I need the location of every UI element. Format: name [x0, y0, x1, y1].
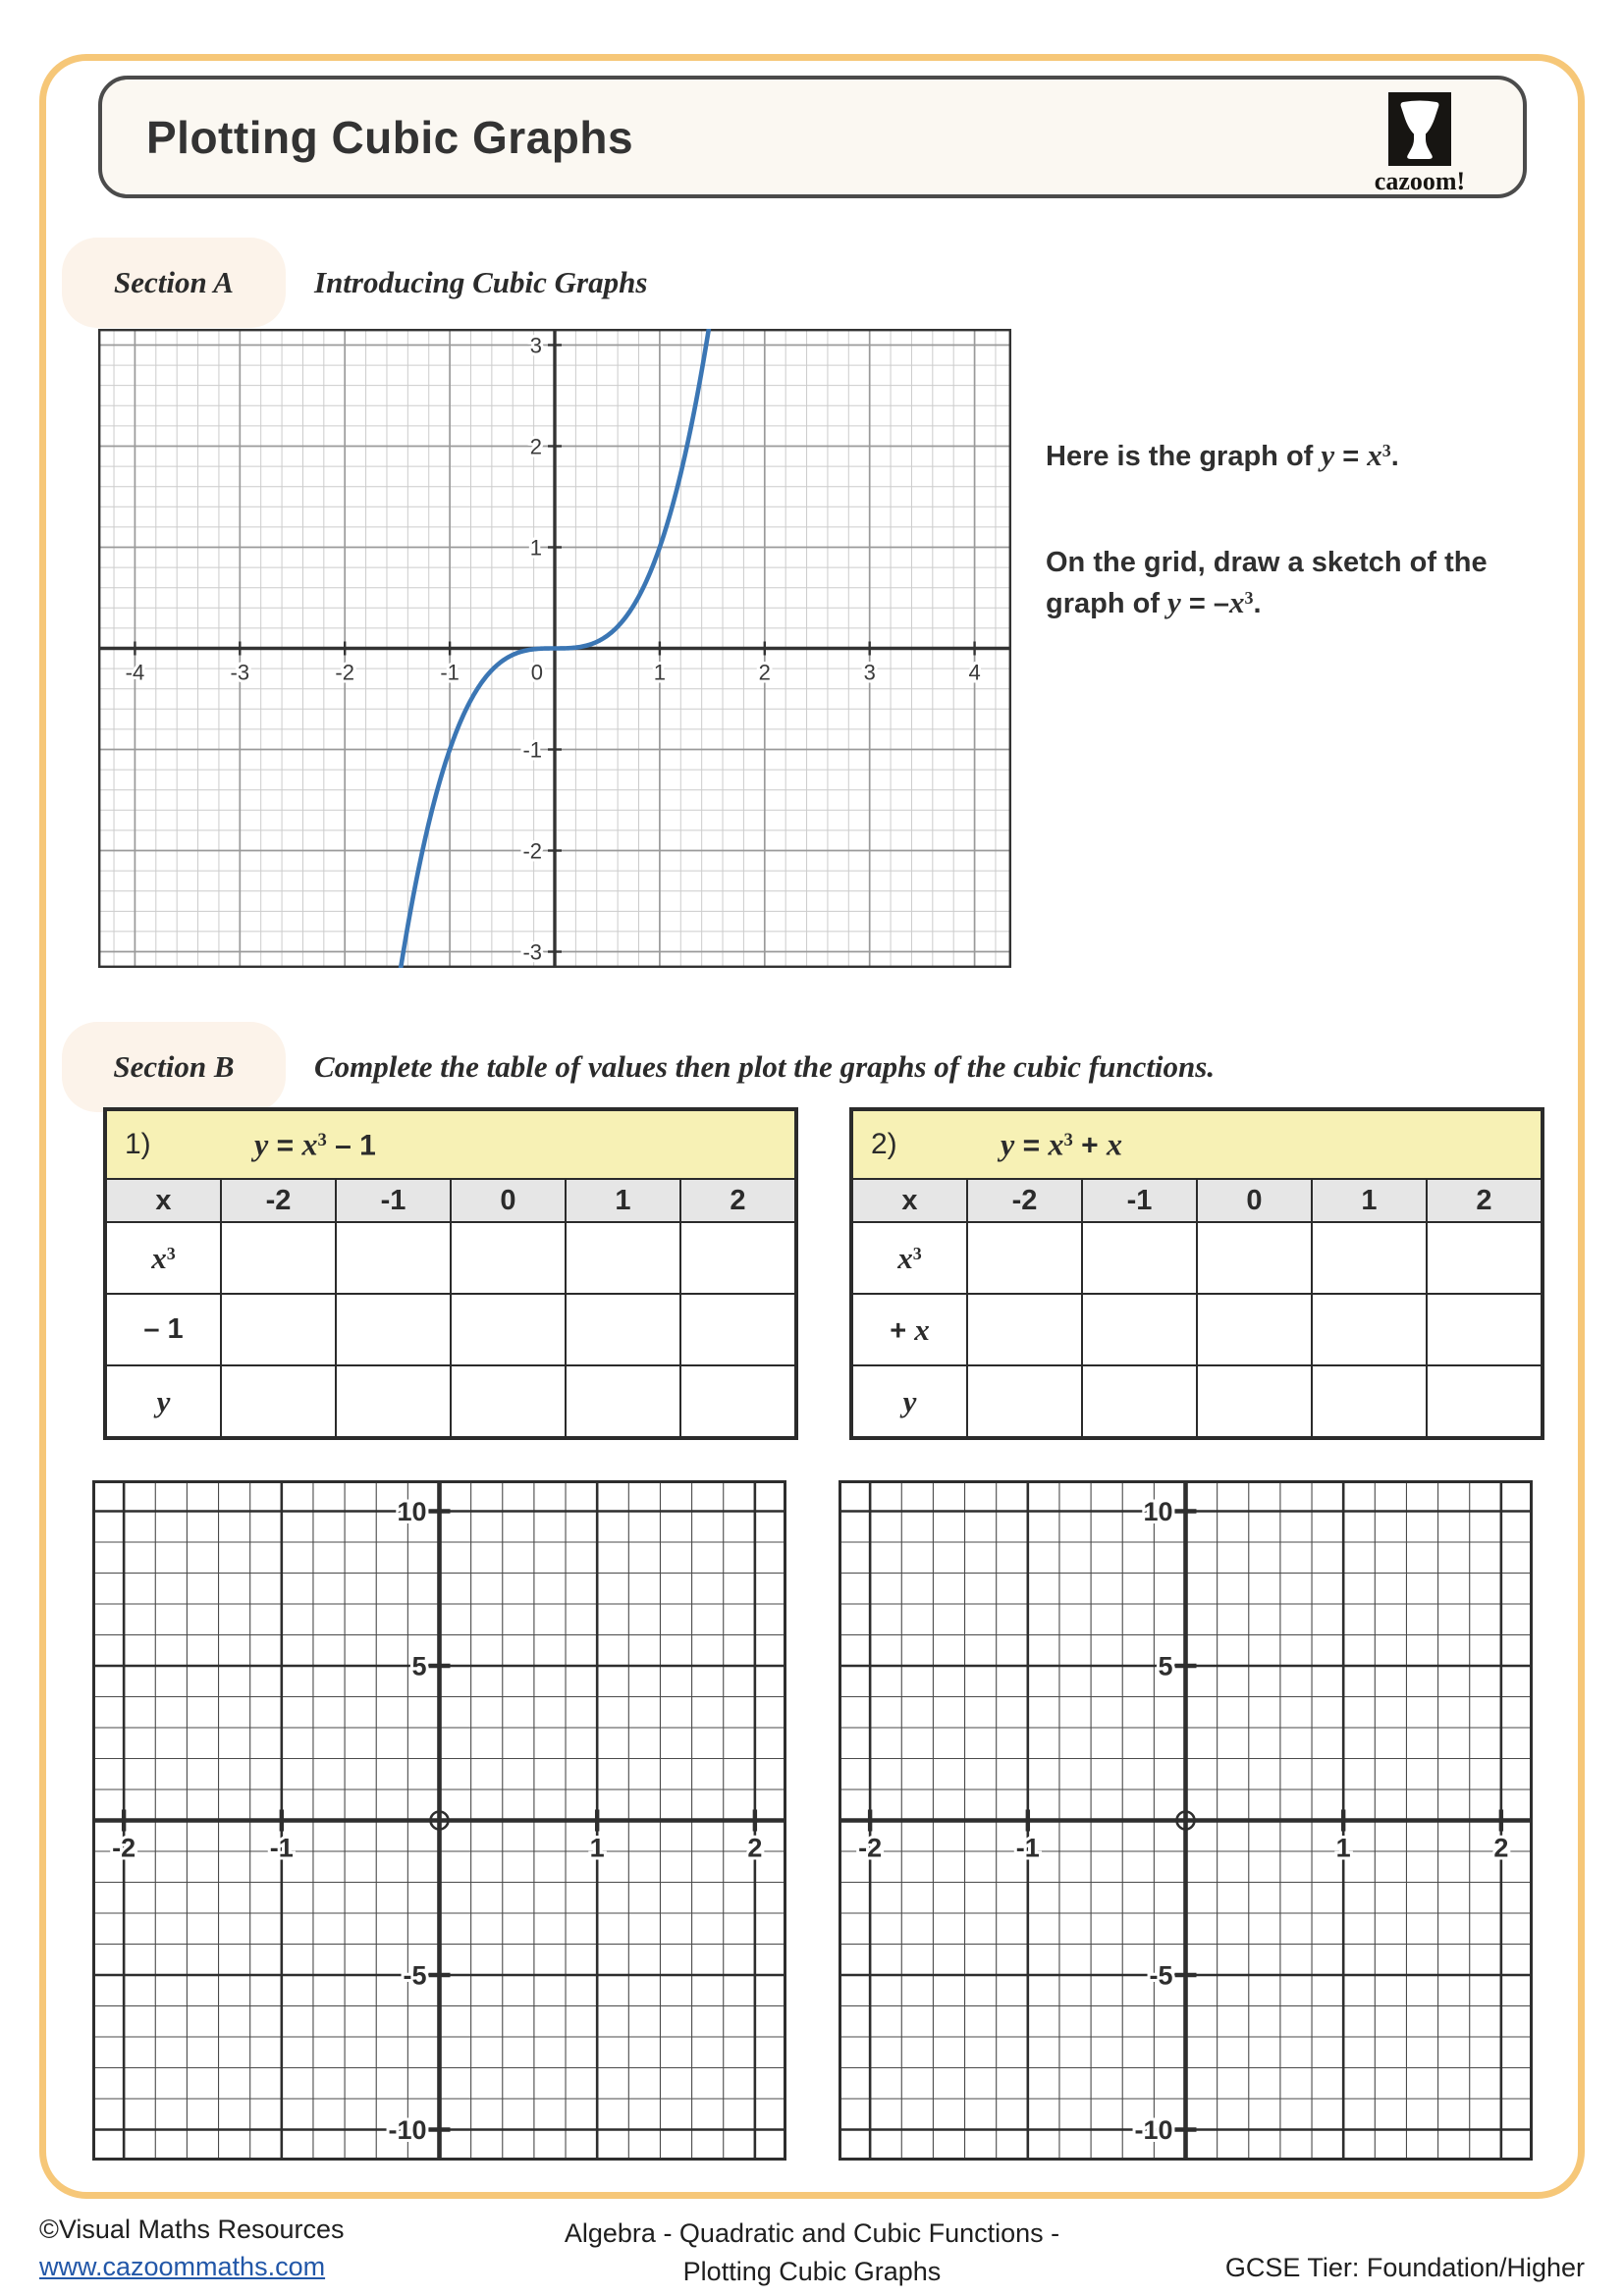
plot-grid-2 — [839, 1480, 1533, 2161]
x-row-header: x — [105, 1179, 221, 1222]
answer-cell — [336, 1222, 451, 1294]
x-row-header: x — [851, 1179, 967, 1222]
row-label — [851, 1222, 967, 1294]
x-value-header: 1 — [1312, 1179, 1427, 1222]
axis-label: 1 — [1335, 1833, 1351, 1863]
math-token: – 1 — [326, 1129, 376, 1162]
math-token: y — [1167, 585, 1181, 620]
math-token: x — [151, 1240, 167, 1275]
axis-label: -4 — [125, 660, 145, 685]
answer-cell — [1427, 1294, 1543, 1365]
axis-label: 10 — [397, 1497, 427, 1527]
x-value-header: 0 — [1197, 1179, 1312, 1222]
drum-icon — [1388, 92, 1451, 166]
answer-cell — [680, 1294, 796, 1365]
answer-cell — [1082, 1294, 1197, 1365]
math-token: y — [902, 1383, 917, 1418]
math-token: y — [1001, 1126, 1015, 1162]
x-value-header: -1 — [1082, 1179, 1197, 1222]
axis-label: -2 — [112, 1833, 136, 1863]
table-equation — [254, 1127, 376, 1163]
answer-cell — [680, 1365, 796, 1438]
math-token: Here is the graph of — [1046, 441, 1322, 472]
row-label — [105, 1365, 221, 1438]
answer-cell — [1427, 1222, 1543, 1294]
values-table-1 — [103, 1107, 798, 1440]
answer-cell — [1197, 1294, 1312, 1365]
axis-label: 2 — [747, 1833, 763, 1863]
math-token: 3 — [317, 1130, 327, 1151]
answer-cell — [451, 1365, 566, 1438]
axis-label: -2 — [522, 838, 542, 864]
axis-label: -3 — [522, 939, 542, 965]
math-token: . — [1253, 588, 1262, 620]
math-token: – 1 — [143, 1313, 184, 1345]
section-b-instruction: Complete the table of values then plot the graphs of the cubic functions. — [314, 1049, 1216, 1084]
math-token: x — [301, 1126, 318, 1162]
answer-cell — [336, 1365, 451, 1438]
math-token: + — [1072, 1129, 1107, 1162]
x-value-header: -1 — [336, 1179, 451, 1222]
answer-cell — [451, 1222, 566, 1294]
table-equation — [1001, 1127, 1122, 1163]
row-label — [851, 1294, 967, 1365]
answer-cell — [336, 1294, 451, 1365]
axis-label: 1 — [529, 535, 542, 561]
axis-label: 1 — [589, 1833, 605, 1863]
math-token: y — [1321, 438, 1335, 472]
row-label — [851, 1365, 967, 1438]
answer-cell — [451, 1294, 566, 1365]
axis-label: -10 — [1134, 2115, 1173, 2146]
answer-cell — [221, 1294, 336, 1365]
table-equation-row — [851, 1109, 1543, 1179]
row-label — [105, 1222, 221, 1294]
axis-label: 5 — [1158, 1651, 1173, 1682]
answer-cell — [1312, 1365, 1427, 1438]
math-token: x — [1048, 1126, 1064, 1162]
table-equation-row — [105, 1109, 796, 1179]
section-b-label: Section B — [113, 1049, 235, 1084]
footer-topic — [370, 2215, 1254, 2291]
answer-cell — [1197, 1222, 1312, 1294]
answer-cell — [1197, 1365, 1312, 1438]
axis-label: 1 — [653, 660, 667, 685]
math-token: 3 — [1063, 1130, 1073, 1151]
axis-label: -10 — [388, 2115, 427, 2146]
answer-cell — [967, 1294, 1082, 1365]
header-box — [98, 76, 1527, 198]
math-token: 3 — [166, 1243, 176, 1263]
question-number: 1) — [125, 1128, 151, 1160]
footer-copyright-block — [39, 2215, 345, 2282]
x-value-header: -2 — [221, 1179, 336, 1222]
section-a-label: Section A — [113, 265, 234, 299]
answer-cell — [967, 1222, 1082, 1294]
footer-topic-line1: Algebra - Quadratic and Cubic Functions - — [564, 2218, 1060, 2248]
axis-label: 10 — [1143, 1497, 1173, 1527]
math-token: 3 — [1244, 588, 1254, 609]
x-value-header: -2 — [967, 1179, 1082, 1222]
axis-label: -5 — [1149, 1960, 1173, 1991]
answer-cell — [1427, 1365, 1543, 1438]
page-title: Plotting Cubic Graphs — [146, 111, 634, 163]
values-table — [849, 1107, 1544, 1440]
instruction-line-1 — [1046, 435, 1527, 477]
x-value-header: 1 — [566, 1179, 680, 1222]
axis-label: 0 — [530, 660, 543, 685]
answer-cell — [1082, 1365, 1197, 1438]
cubic-graph — [98, 329, 1011, 968]
answer-cell — [221, 1365, 336, 1438]
answer-cell — [566, 1222, 680, 1294]
axis-label: 4 — [968, 660, 981, 685]
row-label — [105, 1294, 221, 1365]
answer-cell — [1312, 1294, 1427, 1365]
footer-copyright: ©Visual Maths Resources — [39, 2215, 345, 2244]
math-token: x — [897, 1240, 913, 1275]
footer-topic-line2: Plotting Cubic Graphs — [682, 2257, 942, 2287]
values-table-2 — [849, 1107, 1544, 1440]
math-token: y — [254, 1126, 269, 1162]
section-a-pill — [62, 238, 286, 328]
drum-icon-svg — [1395, 99, 1444, 160]
axis-label: -2 — [335, 660, 354, 685]
answer-cell — [1082, 1222, 1197, 1294]
math-token: x — [914, 1311, 930, 1347]
axis-label: 3 — [863, 660, 876, 685]
axis-label: -3 — [230, 660, 250, 685]
axis-label: -2 — [858, 1833, 883, 1863]
section-b-pill — [62, 1022, 286, 1112]
question-number: 2) — [871, 1128, 897, 1160]
math-token: + — [890, 1314, 915, 1347]
footer-tier: GCSE Tier: Foundation/Higher — [1224, 2253, 1585, 2282]
math-token: = — [1334, 441, 1368, 472]
x-value-header: 2 — [680, 1179, 796, 1222]
axis-label: -1 — [1015, 1833, 1040, 1863]
axis-label: 2 — [529, 434, 542, 459]
math-token: = — [1014, 1129, 1049, 1162]
math-token: 3 — [1381, 441, 1391, 461]
cazoom-logo — [1366, 92, 1474, 196]
axis-label: 3 — [529, 333, 542, 358]
math-token: x — [1107, 1126, 1123, 1162]
instruction-line-2 — [1046, 543, 1527, 624]
answer-cell — [566, 1294, 680, 1365]
axis-label: -1 — [522, 737, 542, 763]
answer-cell — [1312, 1222, 1427, 1294]
answer-cell — [680, 1222, 796, 1294]
axis-label: -1 — [440, 660, 460, 685]
math-token: x — [1229, 585, 1245, 620]
axis-label: 2 — [758, 660, 771, 685]
axis-label: -5 — [403, 1960, 427, 1991]
math-token: = — [268, 1129, 302, 1162]
answer-cell — [221, 1222, 336, 1294]
math-token: = – — [1180, 588, 1230, 620]
x-value-header: 2 — [1427, 1179, 1543, 1222]
plot-grid-1 — [92, 1480, 786, 2161]
x-value-header: 0 — [451, 1179, 566, 1222]
footer-link[interactable]: www.cazoommaths.com — [39, 2252, 326, 2281]
math-token: y — [156, 1383, 171, 1418]
logo-wordmark: cazoom! — [1374, 167, 1466, 195]
axis-label: 2 — [1493, 1833, 1509, 1863]
axis-label: 5 — [411, 1651, 427, 1682]
math-token: 3 — [912, 1243, 922, 1263]
math-token: . — [1390, 441, 1399, 472]
answer-cell — [566, 1365, 680, 1438]
values-table — [103, 1107, 798, 1440]
math-token: x — [1367, 438, 1382, 472]
axis-label: -1 — [269, 1833, 294, 1863]
section-a-heading: Introducing Cubic Graphs — [314, 265, 648, 299]
math-token: On the grid, draw a sketch of the graph of — [1046, 547, 1488, 620]
answer-cell — [967, 1365, 1082, 1438]
